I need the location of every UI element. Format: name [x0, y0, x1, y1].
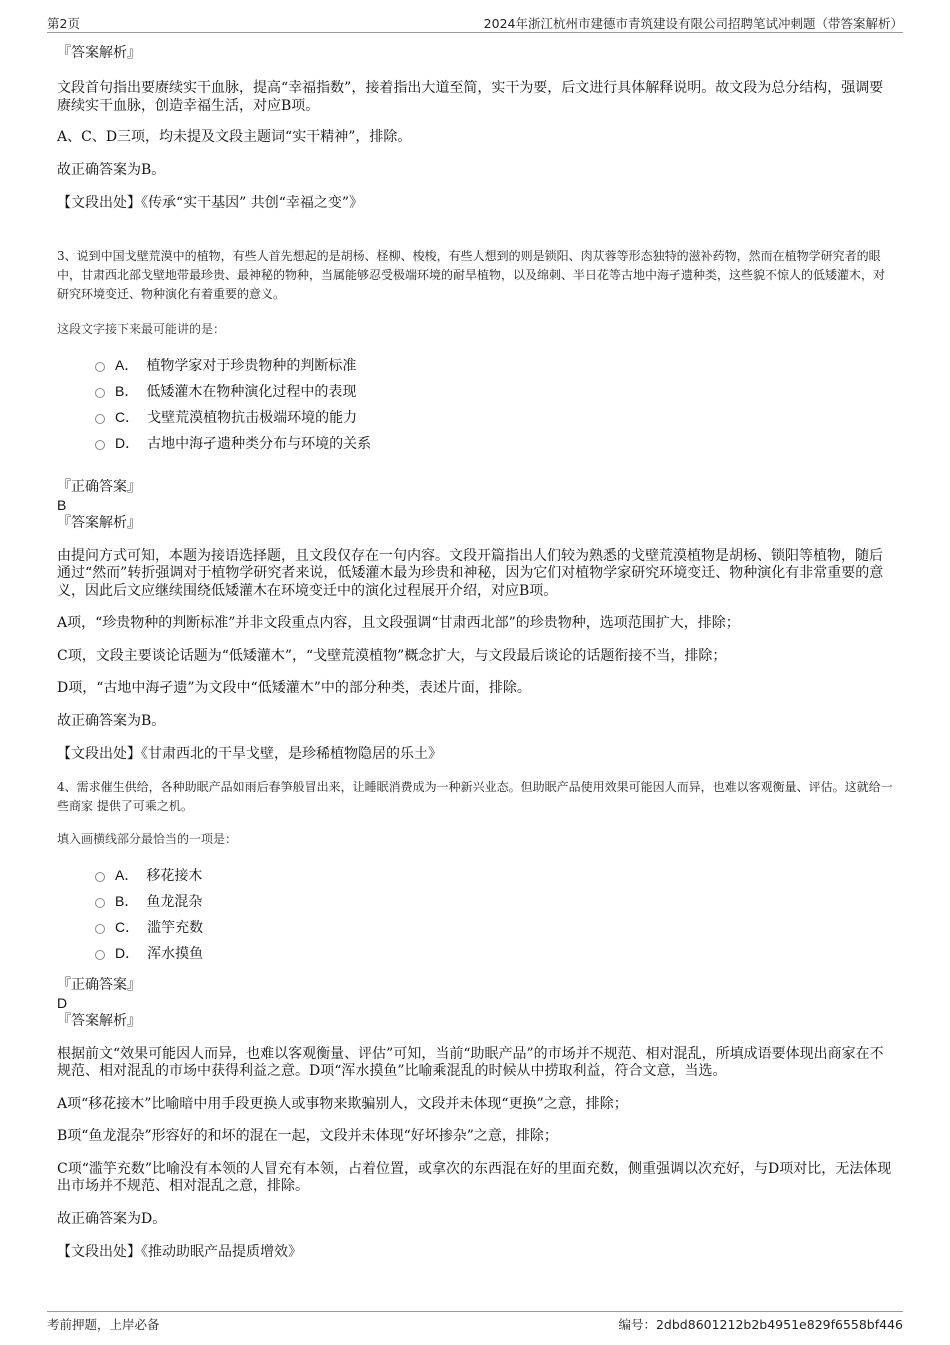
- radio-icon[interactable]: [95, 898, 105, 908]
- source-text: 【文段出处】《推动助眠产品提质增效》: [57, 1244, 302, 1260]
- option-c[interactable]: [95, 404, 893, 430]
- option-b[interactable]: [95, 378, 893, 404]
- option-c[interactable]: [95, 914, 893, 940]
- option-text: 滥竽充数: [147, 919, 204, 936]
- document-id: 编号：2dbd8601212b2b4951e829f6558bf446: [618, 1317, 903, 1332]
- option-letter: D．: [115, 434, 140, 451]
- analysis-paragraph: A项“移花接木”比喻暗中用手段更换人或事物来欺骗别人，文段并未体现“更换”之意，排除；: [57, 1095, 628, 1112]
- radio-icon[interactable]: [95, 362, 105, 372]
- correct-answer-label: 『正确答案』: [57, 976, 141, 993]
- correct-answer-label: 『正确答案』: [57, 478, 141, 495]
- option-d[interactable]: [95, 940, 893, 966]
- question-prompt: 填入画横线部分最恰当的一项是：: [57, 831, 238, 846]
- radio-icon[interactable]: [95, 950, 105, 960]
- analysis-paragraph: B项“鱼龙混杂”形容好的和坏的混在一起，文段并未体现“好坏掺杂”之意，排除；: [57, 1128, 558, 1144]
- footer-slogan: 考前押题，上岸必备: [47, 1317, 160, 1332]
- document-title: 2024年浙江杭州市建德市青筑建设有限公司招聘笔试冲刺题（带答案解析）: [483, 16, 903, 31]
- page-footer: [47, 1311, 903, 1332]
- option-text: 植物学家对于珍贵物种的判断标准: [146, 357, 357, 374]
- analysis-paragraph: C项，文段主要谈论话题为“低矮灌木”，“戈壁荒漠植物”概念扩大，与文段最后谈论的话题衔接不当，排除；: [57, 647, 727, 664]
- analysis-paragraph: 文段首句指出要赓续实干血脉，提高“幸福指数”，接着指出大道至简，实干为要，后文进行具体解释说明。故文段为总分结构，强调要赓续实干血脉，创造幸福生活，对应B项。: [57, 80, 884, 114]
- page-header: [47, 14, 903, 33]
- option-letter: B．: [115, 892, 139, 909]
- analysis-paragraph: A项，“珍贵物种的判断标准”并非文段重点内容，且文段强调“甘肃西北部”的珍贵物种，选项范围扩大，排除；: [57, 615, 740, 631]
- option-letter: C．: [115, 918, 140, 935]
- conclusion-text: 故正确答案为B。: [57, 712, 166, 729]
- option-list: [95, 862, 893, 966]
- option-text: 低矮灌木在物种演化过程中的表现: [146, 383, 357, 400]
- correct-answer: D: [57, 994, 68, 1011]
- question-stem: 4、需求催生供给，各种助眠产品如雨后春笋般冒出来，让睡眠消费成为一种新兴业态。但助眠产品使用效果可能因人而异，也难以客观衡量、评估。这就给一些商家 提供了可乘之机。: [57, 779, 893, 813]
- option-a[interactable]: [95, 862, 893, 888]
- analysis-paragraph: 由提问方式可知，本题为接语选择题，且文段仅存在一句内容。文段开篇指出人们较为熟悉的戈壁荒漠植物是胡杨、锁阳等植物，随后通过“然而”转折强调对于植物学研究者来说，低矮灌木最为珍贵和神秘，因为它们对植物学家研究环境变迁、物种演化有非常重要的意义，因此后文应继续围绕低矮灌木在环境变迁中的演化过程展开介绍，对应B项。: [57, 547, 884, 599]
- analysis-paragraph: C项“滥竽充数”比喻没有本领的人冒充有本领，占着位置，或拿次的东西混在好的里面充数，侧重强调以次充好，与D项对比，无法体现出市场并不规范、相对混乱之意，排除。: [57, 1160, 892, 1194]
- source-text: 【文段出处】《传承“实干基因” 共创“幸福之变”》: [57, 195, 364, 211]
- option-text: 古地中海孑遗种类分布与环境的关系: [147, 435, 372, 452]
- radio-icon[interactable]: [95, 388, 105, 398]
- analysis-label: 『答案解析』: [57, 514, 141, 531]
- radio-icon[interactable]: [95, 872, 105, 882]
- option-letter: A．: [115, 866, 139, 883]
- option-d[interactable]: [95, 430, 893, 456]
- option-a[interactable]: [95, 352, 893, 378]
- radio-icon[interactable]: [95, 414, 105, 424]
- option-letter: B．: [115, 382, 139, 399]
- option-letter: A．: [115, 356, 139, 373]
- conclusion-text: 故正确答案为B。: [57, 161, 166, 178]
- source-text: 【文段出处】《甘肃西北的干旱戈壁，是珍稀植物隐居的乐土》: [57, 746, 442, 762]
- option-letter: D．: [115, 944, 140, 961]
- analysis-paragraph: A、C、D三项，均未提及文段主题词“实干精神”，排除。: [57, 129, 412, 145]
- analysis-paragraph: D项，“古地中海孑遗”为文段中“低矮灌木”中的部分种类，表述片面，排除。: [57, 680, 531, 696]
- option-text: 鱼龙混杂: [146, 893, 203, 910]
- analysis-label: 『答案解析』: [57, 45, 141, 61]
- radio-icon[interactable]: [95, 924, 105, 934]
- analysis-label: 『答案解析』: [57, 1012, 141, 1029]
- conclusion-text: 故正确答案为D。: [57, 1210, 167, 1227]
- option-text: 戈壁荒漠植物抗击极端环境的能力: [147, 409, 358, 426]
- option-b[interactable]: [95, 888, 893, 914]
- option-list: [95, 352, 893, 456]
- question-stem: 3、说到中国戈壁荒漠中的植物，有些人首先想起的是胡杨、柽柳、梭梭，有些人想到的则是锁阳、肉苁蓉等形态独特的滋补药物，然而在植物学研究者的眼中，甘肃西北部戈壁地带最珍贵、最神秘的物种，当属能够忍受极端环境的耐旱植物，以及绵刺、半日花等古地中海孑遗种类，这些貌不惊人的低矮灌木，对研究环境变迁、物种演化有着重要的意义。: [57, 248, 886, 301]
- question-prompt: 这段文字接下来最可能讲的是：: [57, 321, 226, 336]
- option-text: 移花接木: [146, 867, 203, 884]
- option-text: 浑水摸鱼: [147, 945, 204, 962]
- option-letter: C．: [115, 408, 140, 425]
- page-number: 第2页: [47, 16, 80, 31]
- analysis-paragraph: 根据前文“效果可能因人而异，也难以客观衡量、评估”可知，当前“助眠产品”的市场并不规范、相对混乱，所填成语要体现出商家在不规范、相对混乱的市场中获得利益之意。D项“浑水摸鱼”比喻乘混乱的时候从中捞取利益，符合文意，当选。: [57, 1045, 884, 1079]
- radio-icon[interactable]: [95, 440, 105, 450]
- document-body: [57, 44, 893, 1262]
- correct-answer: B: [57, 496, 67, 513]
